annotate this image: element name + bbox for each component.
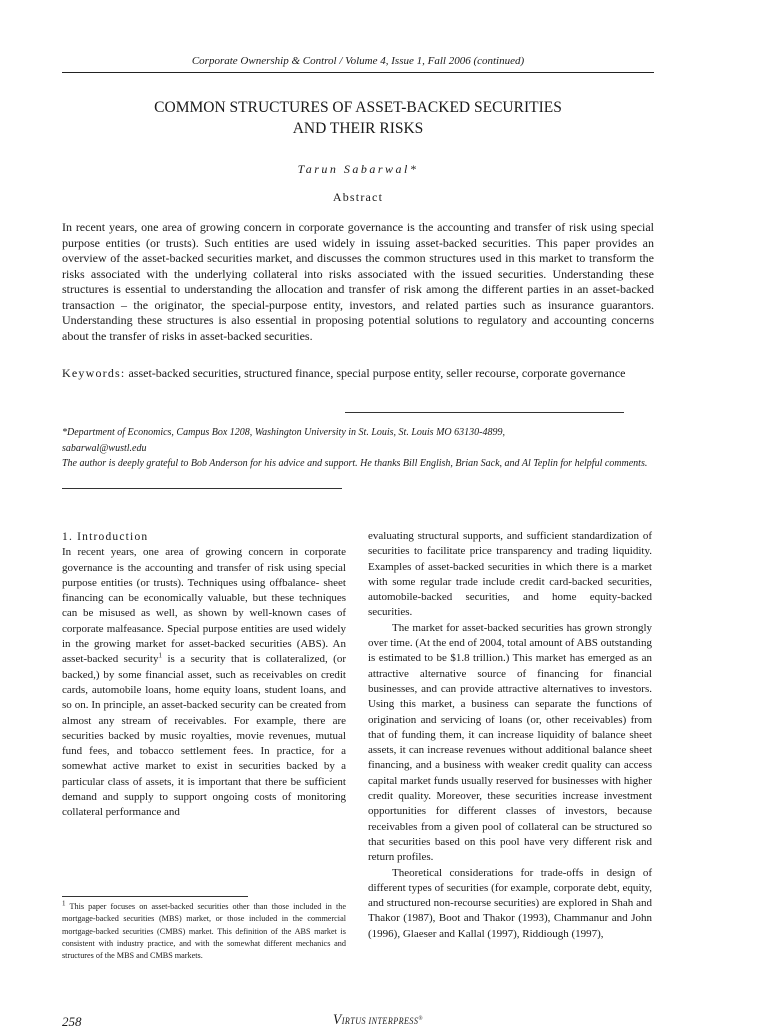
author-name: Tarun Sabarwal* xyxy=(297,162,419,176)
affiliation-rule-top xyxy=(345,412,624,413)
right-paragraph-2: The market for asset-backed securities has grown strongly over time. (At the end of 2004, total amount of ABS outstanding is estimated to be $1.8 trillion.) This market has emerged as an attractive alternative source of financing for financial businesses, and can provide attractive alternatives to investors. Using this market, a business can separate the functions of origination and servicing of loans (or, other receivables) from that of funding them, it can increase liquidity of balance sheet assets, it can increase revenues without additional balance sheet financing, and a business with weaker credit quality can access capital market funds usually reserved for businesses with higher credit quality. Moreover, these securities increase investment opportunities for different classes of investors, because receivables from a given pool of collateral can be structured so that securities based on this pool have very different risk and return profiles. xyxy=(368,621,652,864)
author-email: sabarwal@wustl.edu xyxy=(62,442,147,454)
affiliation-rule-bottom xyxy=(62,488,342,489)
header-rule xyxy=(62,72,654,73)
paper-title xyxy=(62,97,654,139)
right-column xyxy=(368,529,652,942)
footnote-1 xyxy=(62,901,346,962)
abstract-heading: Abstract xyxy=(332,190,384,204)
footnote-rule xyxy=(62,896,248,897)
logo-word-2: INTERPRESS xyxy=(368,1016,419,1026)
intro-p1-part-a: In recent years, one area of growing concern in corporate governance is the accounting and transfer of risk using special purpose entities (or trusts). Techniques using offbalance- sheet financing can be economically valuable, but these techniques can be misused as well, as shown by well-known cases of corporate malfeasance. Special purpose entities are used widely in the growing market for asset-backed securities (ABS). An asset-backed security xyxy=(62,546,346,666)
affiliation-address: *Department of Economics, Campus Box 1208, Washington University in St. Louis, St. Louis MO 63130-4899, xyxy=(62,427,505,438)
footnote-text: This paper focuses on asset-backed securities other than those included in the mortgage-backed securities (MBS) market, or those included in the commercial mortgage-backed securities (CMBS) market. This definition of the ABS market is consistent with industry practice, and with the somewhat different mechanics and structures of the MBS and CMBS markets. xyxy=(62,902,346,961)
keywords xyxy=(62,366,654,382)
acknowledgement: The author is deeply grateful to Bob Anderson for his advice and support. He thanks Bill English, Brian Sack, and Al Teplin for helpful comments. xyxy=(62,458,648,469)
logo-initial: V xyxy=(332,1012,342,1028)
right-paragraph-1: evaluating structural supports, and sufficient standardization of securities to facilitate price transparency and trading liquidity. Examples of asset-backed securities in which there is a market with some regular trade include credit card-backed securities, automobile-backed securities, and home equity-backed securities. xyxy=(368,530,652,619)
left-column xyxy=(62,530,346,821)
footnote-mark: 1 xyxy=(62,899,66,908)
intro-p1-part-b: is a security that is collateralized, (or backed,) by some financial asset, such as receivables on credit cards, automobile loans, home equity loans, student loans, and so on. In principle, an asset-backed security can be created from almost any stream of receivables. For example, there are securities backed by music royalties, movie revenues, mutual fund fees, and tobacco settlement fees. In practice, for a somewhat active market to exist in securities backed by a particular class of assets, it is important that there be sufficient demand and supply to support ongoing costs of monitoring collateral performance and xyxy=(62,653,347,819)
footnote-ref-1: 1 xyxy=(158,651,162,660)
publisher-logo xyxy=(333,1012,423,1029)
keywords-label: Keywords: xyxy=(62,366,126,380)
affiliation-note xyxy=(62,425,654,472)
right-paragraph-3: Theoretical considerations for trade-offs in design of different types of securities (for example, corporate debt, equity, and structured non-recourse securities) are explored in Shah and Thakor (1987), Boot and Thakor (1993), Chammanur and John (1996), Glaeser and Kallal (1997), Riddiough (1997), xyxy=(368,866,652,940)
logo-rest: IRTUS xyxy=(341,1016,367,1026)
page-number: 258 xyxy=(62,1014,82,1029)
keywords-text: asset-backed securities, structured finance, special purpose entity, seller recourse, corporate governance xyxy=(128,366,626,380)
title-line-2: AND THEIR RISKS xyxy=(292,120,424,137)
title-line-1: COMMON STRUCTURES OF ASSET-BACKED SECURITIES xyxy=(154,99,562,116)
intro-paragraph-1 xyxy=(62,545,346,820)
registered-mark: ® xyxy=(418,1016,423,1022)
abstract-text: In recent years, one area of growing concern in corporate governance is the accounting and transfer of risk using special purpose entities (or trusts). Such entities are used widely in issuing asset-backed securities. This paper provides an overview of the asset-backed securities market, and discusses the common structures used in this market to transform the risks associated with the underlying collateral into risks associated with the issued securities. Understanding these structures is essential to understanding the allocation and transfer of risk among the different parties in an asset-backed transaction – the originator, the special-purpose entity, investors, and related parties such as insurance guarantors. Understanding these structures is also essential in proposing potential solutions to regulatory and accounting concerns about the transfer of risks in asset-backed securities. xyxy=(62,220,654,343)
running-head: Corporate Ownership & Control / Volume 4, Issue 1, Fall 2006 (continued) xyxy=(191,55,525,67)
section-heading-introduction: 1. Introduction xyxy=(62,531,149,543)
